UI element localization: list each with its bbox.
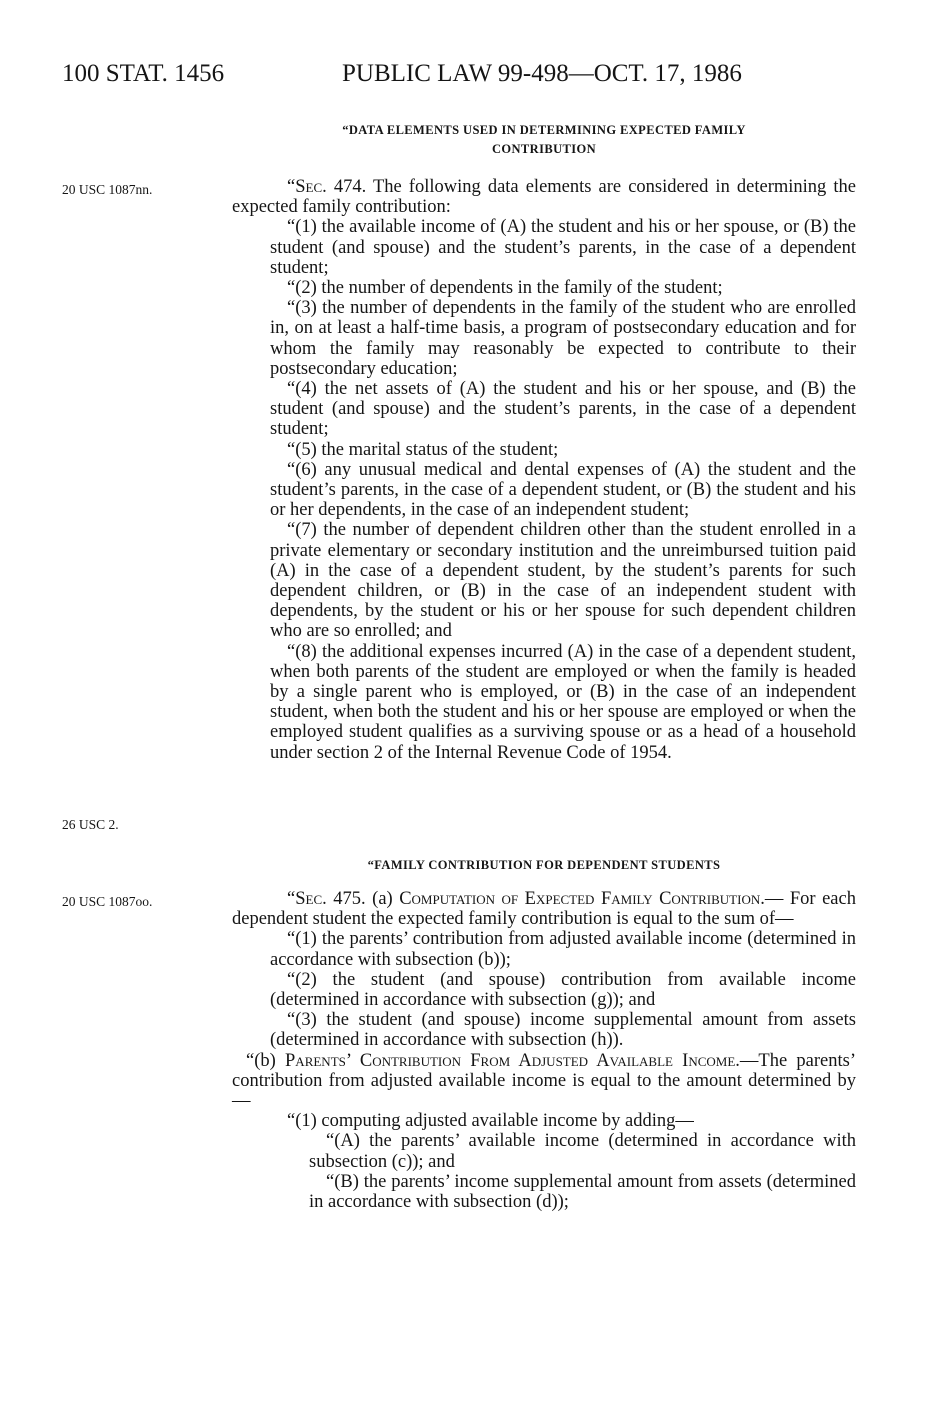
section-474-intro-text: 474. The following data elements are considered in determining the expected family contribution:: [232, 177, 856, 218]
margin-citation-20-usc-1087nn: 20 USC 1087nn.: [62, 182, 153, 197]
section-474-intro: [232, 177, 856, 217]
section-475-label: “Sec.: [287, 889, 327, 909]
section-475-heading: “FAMILY CONTRIBUTION FOR DEPENDENT STUDENTS: [367, 858, 721, 872]
section-474-body: [232, 177, 856, 763]
section-475-subsection-b: [232, 1051, 856, 1112]
section-474-label: “Sec.: [287, 177, 327, 197]
section-475-subsection-a: [232, 889, 856, 929]
subsection-b-intro: —The parents’ contribution from adjusted available income is equal to the amount determined by—: [232, 1050, 856, 1112]
section-474-item-3: “(3) the number of dependents in the family of the student who are enrolled in, on at least a half-time basis, a program of postsecondary education and for whom the family may reasonably be expected to contribute to their postsecondary education;: [270, 298, 856, 379]
subsection-b-item-1: “(1) computing adjusted available income by adding—: [287, 1111, 694, 1132]
public-law-reference: PUBLIC LAW 99-498—OCT. 17, 1986: [342, 60, 742, 87]
subsection-b1-item-b: “(B) the parents’ income supplemental amount from assets (determined in accordance with subsection (d));: [309, 1171, 856, 1213]
section-474-item-7: “(7) the number of dependent children other than the student enrolled in a private elementary or secondary institution and the unreimbursed tuition paid (A) in the case of a dependent student, by the student’s parents for such dependent children, or (B) in the case of an independent student with dependents, by the student or his or her spouse for such dependent children who are so enrolled; and: [270, 520, 856, 642]
section-475-body: [232, 889, 856, 1212]
section-474-item-4: “(4) the net assets of (A) the student and his or her spouse, and (B) the student (and spouse) and the student’s parents, in the case of a dependent student;: [270, 379, 856, 440]
running-header: [62, 60, 882, 100]
subsection-b-title: Parents’ Contribution From Adjusted Available Income.: [285, 1050, 740, 1071]
subsection-a-item-1: “(1) the parents’ contribution from adjusted available income (determined in accordance with subsection (b));: [270, 929, 856, 970]
section-474-item-1: “(1) the available income of (A) the student and his or her spouse, or (B) the student (and spouse) and the student’s parents, in the case of a dependent student;: [270, 217, 856, 278]
subsection-a-title: Computation of Expected Family Contribution.: [399, 889, 765, 909]
subsection-a-item-3: “(3) the student (and spouse) income supplemental amount from assets (determined in accordance with subsection (h)).: [270, 1010, 856, 1051]
subsection-b1-item-a: “(A) the parents’ available income (determined in accordance with subsection (c)); and: [309, 1131, 856, 1172]
section-474-item-8: “(8) the additional expenses incurred (A) in the case of a dependent student, when both parents of the student are employed or when the family is headed by a single parent who is employed, or (B) in the case of an independent student, when both the student and his or her spouse are employed or when the employed student qualifies as a surviving spouse or as a head of a household under section 2 of the Internal Revenue Code of 1954.: [270, 641, 856, 763]
section-474-heading-line1: “DATA ELEMENTS USED IN DETERMINING EXPECTED FAMILY: [342, 123, 746, 137]
subsection-a-intro: — For each dependent student the expected family contribution is equal to the sum of—: [232, 889, 856, 930]
margin-citation-26-usc-2: 26 USC 2.: [62, 817, 119, 832]
section-475-number: 475. (a): [326, 889, 400, 909]
subsection-a-item-2: “(2) the student (and spouse) contribution from available income (determined in accordance with subsection (g)); and: [270, 969, 856, 1011]
section-474-heading-line2: CONTRIBUTION: [491, 142, 597, 156]
section-474-heading: [232, 121, 856, 159]
margin-citation-20-usc-1087oo: 20 USC 1087oo.: [62, 894, 153, 909]
stat-reference: 100 STAT. 1456: [62, 60, 225, 87]
section-474-item-6: “(6) any unusual medical and dental expenses of (A) the student and the student’s parents, in the case of a dependent student, or (B) the student and his or her dependents, in the case of an independent student;: [270, 459, 856, 521]
section-474-item-5: “(5) the marital status of the student;: [287, 439, 559, 460]
subsection-b-label: “(b): [246, 1050, 286, 1071]
section-474-item-2: “(2) the number of dependents in the family of the student;: [287, 278, 723, 299]
